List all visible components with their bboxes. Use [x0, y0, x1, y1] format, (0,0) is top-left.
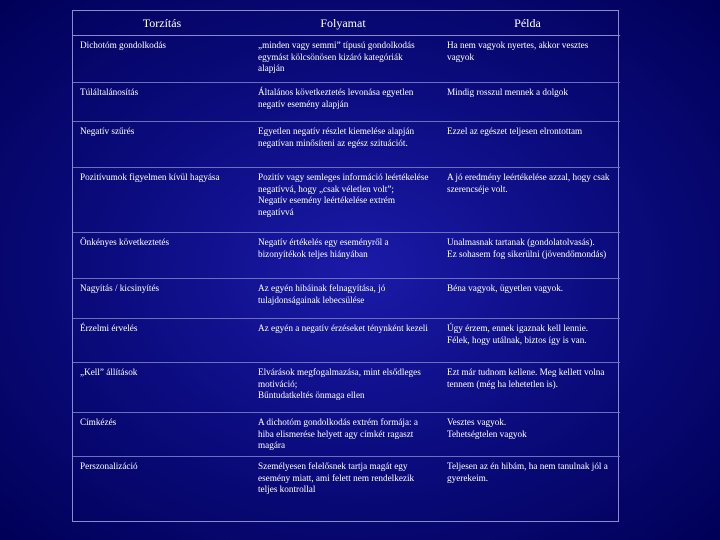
bias-cell: Negatív szűrés: [73, 122, 251, 168]
column-header-bias: Torzítás: [73, 11, 251, 36]
cognitive-distortions-table-frame: [72, 10, 619, 522]
table-row: [73, 83, 620, 122]
process-cell: Egyetlen negatív részlet kiemelése alapján negatívan minősíteni az egész szituációt.: [251, 122, 435, 168]
table-row: [73, 36, 620, 83]
example-cell: Ezt már tudnom kellene. Meg kellett volna tennem (még ha lehetetlen is).: [435, 363, 620, 413]
example-cell: Ha nem vagyok nyertes, akkor vesztes vagyok: [435, 36, 620, 83]
table-row: [73, 279, 620, 319]
column-header-process: Folyamat: [251, 11, 435, 36]
bias-cell: Nagyítás / kicsinyítés: [73, 279, 251, 319]
cognitive-distortions-table: [73, 11, 620, 517]
process-cell: Elvárások megfogalmazása, mint elsődleges motiváció; Bűntudatkeltés önmaga ellen: [251, 363, 435, 413]
example-cell: A jó eredmény leértékelése azzal, hogy csak szerencséje volt.: [435, 168, 620, 233]
process-cell: Általános következtetés levonása egyetlen negatív esemény alapján: [251, 83, 435, 122]
example-cell: Vesztes vagyok. Tehetségtelen vagyok: [435, 413, 620, 457]
example-cell: Mindig rosszul mennek a dolgok: [435, 83, 620, 122]
example-cell: Ezzel az egészet teljesen elrontottam: [435, 122, 620, 168]
table-row: [73, 319, 620, 363]
bias-cell: Túláltalánosítás: [73, 83, 251, 122]
process-cell: Személyesen felelősnek tartja magát egy esemény miatt, ami felett nem rendelkezik teljes kontrollal: [258, 461, 415, 494]
process-cell: Negatív értékelés egy eseményről a bizonyítékok teljes hiányában: [251, 233, 435, 279]
process-cell: A dichotóm gondolkodás extrém formája: a hiba elismerése helyett agy címkét ragaszt magára: [251, 413, 435, 457]
process-cell: Az egyén hibáinak felnagyítása, jó tulajdonságainak lebecsülése: [251, 279, 435, 319]
process-cell: Az egyén a negatív érzéseket ténynként kezeli: [251, 319, 435, 363]
process-cell: „minden vagy semmi” típusú gondolkodás egymást kölcsönösen kizáró kategóriák alapján: [251, 36, 435, 83]
bias-cell: Perszonalizáció: [80, 461, 138, 471]
bias-cell: Érzelmi érvelés: [73, 319, 251, 363]
bias-cell: Önkényes következtetés: [73, 233, 251, 279]
example-cell: Unalmasnak tartanak (gondolatolvasás). Ez sohasem fog sikerülni (jövendőmondás): [435, 233, 620, 279]
table-row: [73, 122, 620, 168]
process-cell: Pozitív vagy semleges információ leértékelése negatívvá, hogy „csak véletlen volt”; Negatív esemény leértékelése extrém negatívvá: [251, 168, 435, 233]
example-cell: Béna vagyok, ügyetlen vagyok.: [435, 279, 620, 319]
bias-cell: „Kell” állítások: [73, 363, 251, 413]
table-row: [73, 457, 620, 517]
column-header-example: Példa: [435, 11, 620, 36]
bias-cell: Pozitívumok figyelmen kívül hagyása: [73, 168, 251, 233]
table-row: [73, 233, 620, 279]
example-cell: Teljesen az én hibám, ha nem tanulnak jól a gyerekeim.: [447, 461, 608, 483]
example-cell: Úgy érzem, ennek igaznak kell lennie. Félek, hogy utálnak, biztos így is van.: [435, 319, 620, 363]
table-row: [73, 413, 620, 457]
bias-cell: Címkézés: [73, 413, 251, 457]
table-row: [73, 168, 620, 233]
header-row: [73, 11, 620, 36]
bias-cell: Dichotóm gondolkodás: [73, 36, 251, 83]
table-row: [73, 363, 620, 413]
